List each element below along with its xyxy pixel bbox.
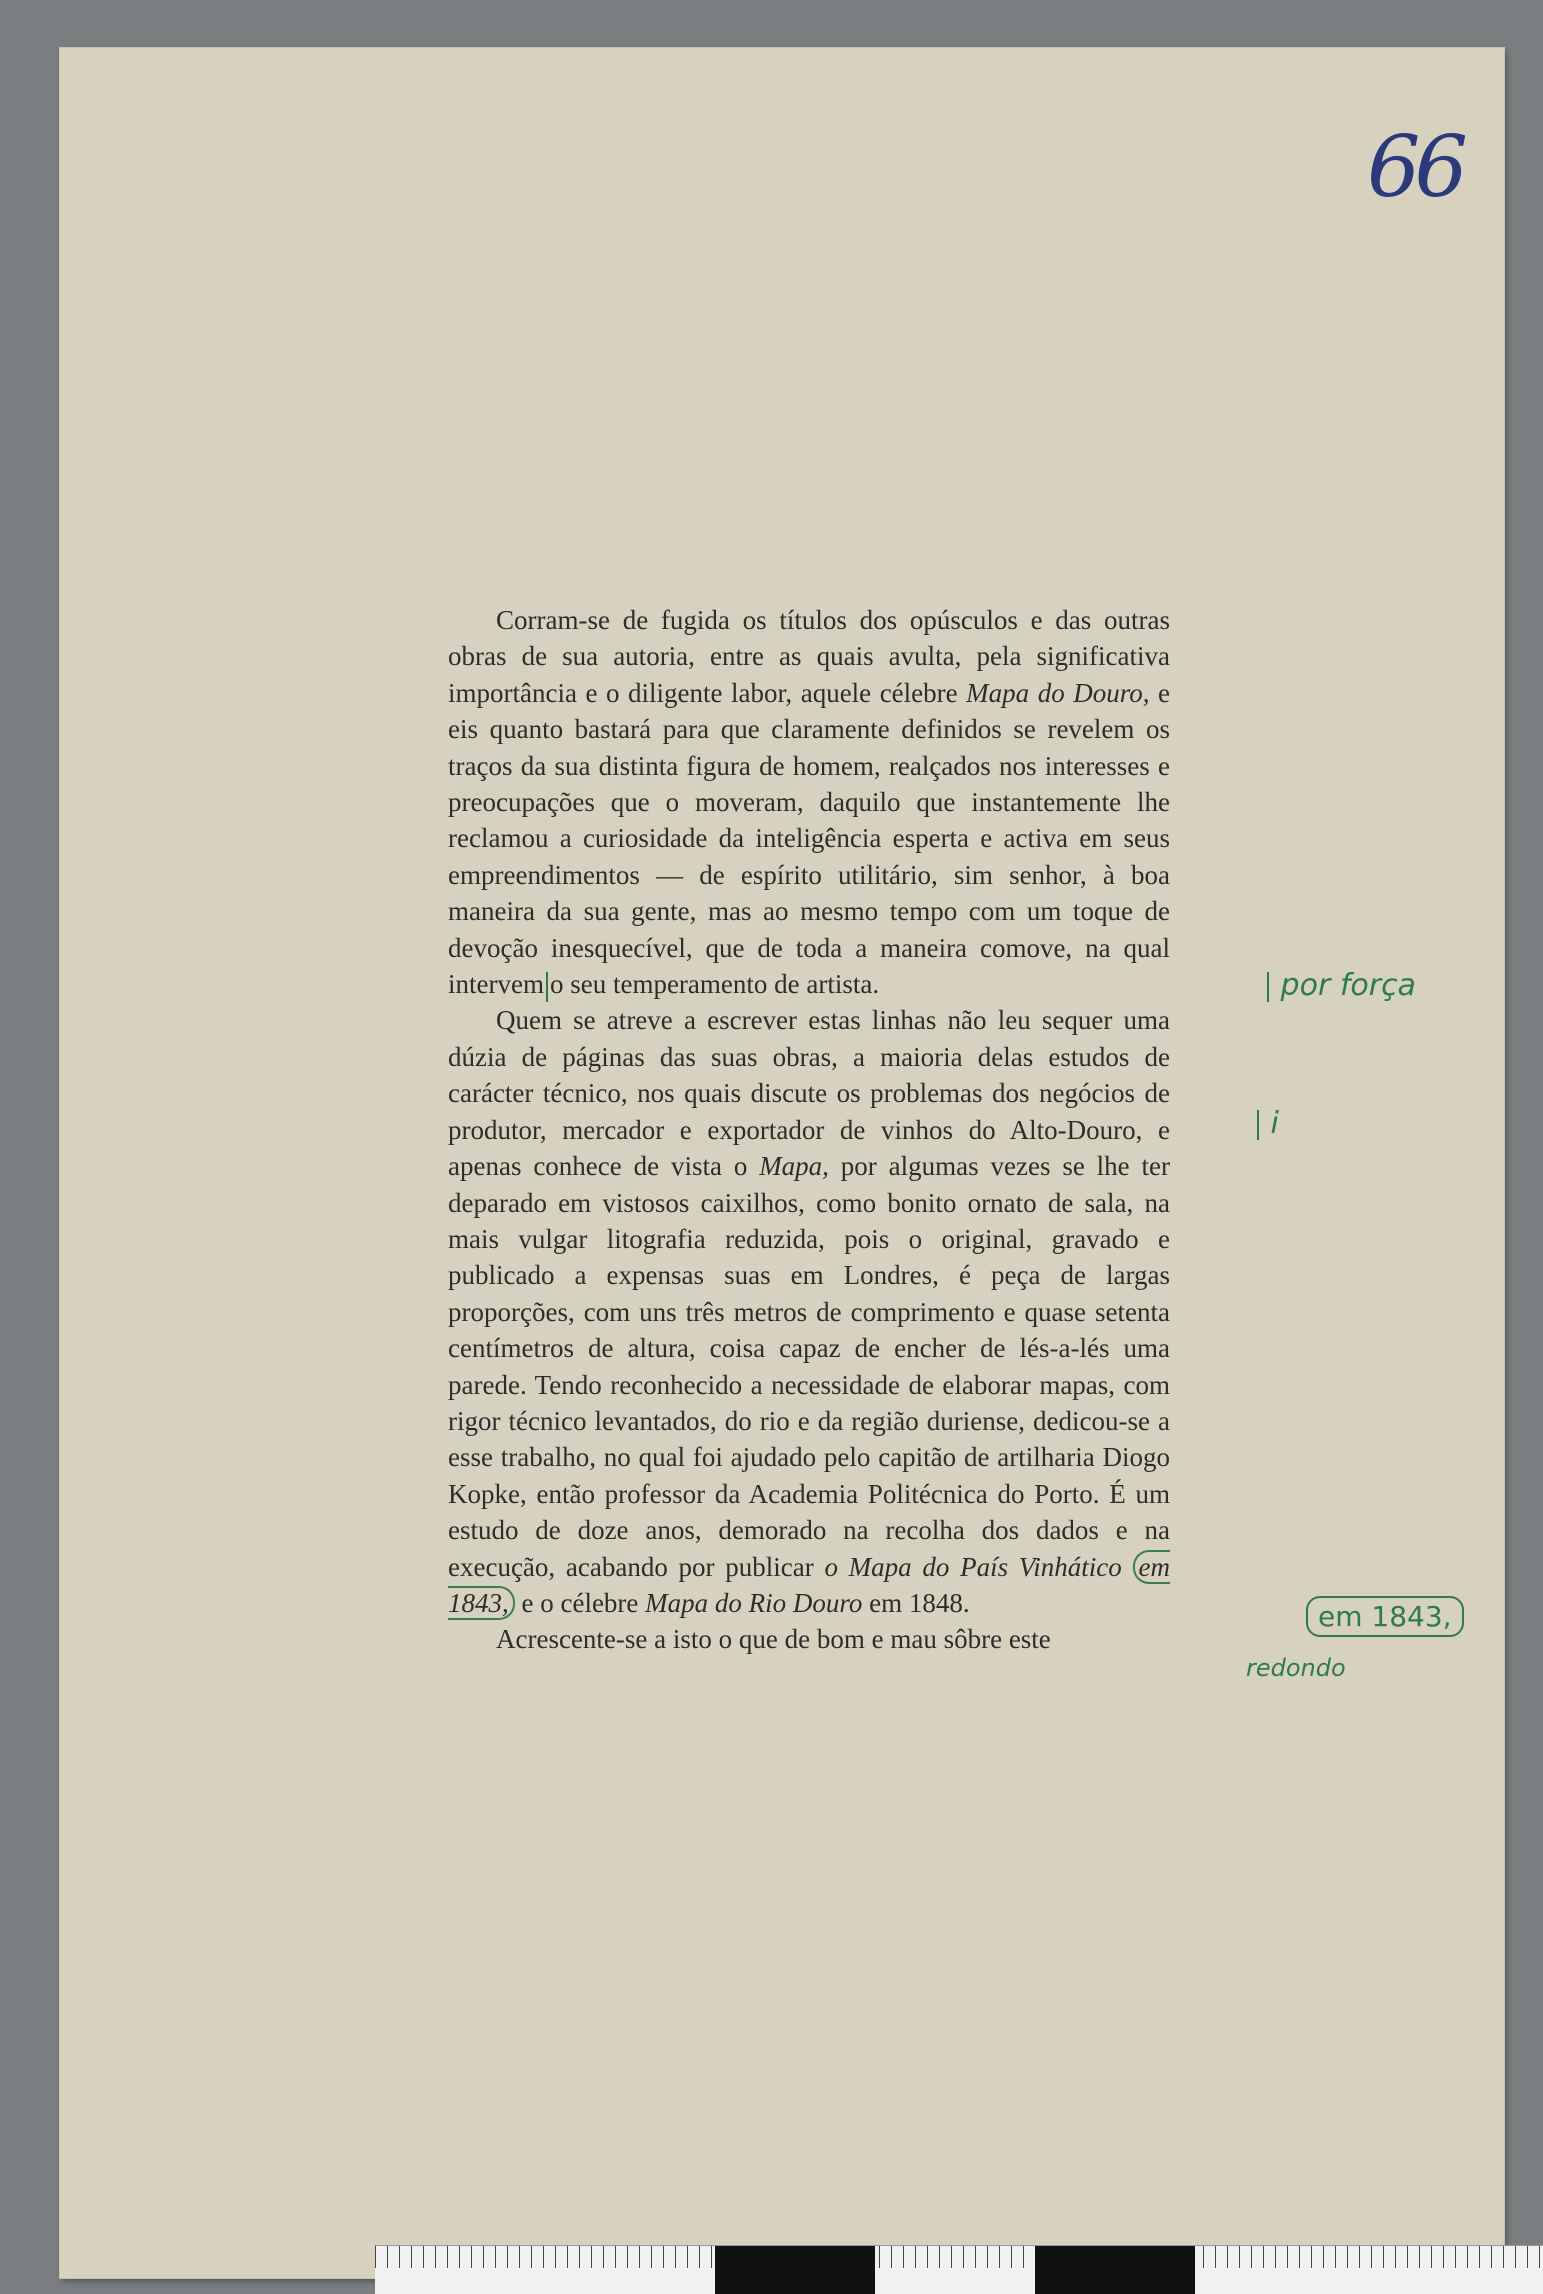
paragraph-3: Acrescente-se a isto o que de bom e mau sôbre este (496, 1624, 1051, 1655)
p2-text-c: por algumas vezes se lhe ter deparado em vistosos caixilhos, como bonito ornato de sala, na mais vulgar litografia reduzida, pois o original, gravado e publicado a expensas suas em Londres, é peça de largas proporções, com uns três metros de comprimento e quase setenta centímetros de altura, coisa capaz de encher de lés-a-lés uma parede. Tendo reconhecido a necessidade de elaborar mapas, com rigor técnico levantados, do rio e da região duriense, dedicou-se a esse trabalho, no qual foi ajudado pelo capitão de artilharia Diogo Kopke, então professor da Academia Politécnica do Porto. É um estudo de doze anos, demorado na recolha dos dados e na execução, acabando por publicar (448, 1151, 1170, 1582)
insertion-mark (546, 972, 548, 1002)
margin-bar-1 (1267, 972, 1269, 1002)
document-page (60, 48, 1504, 2278)
margin-note-4: redondo (1246, 1654, 1346, 1682)
ruler-black-segment (715, 2246, 875, 2294)
margin-note-2-text: i (1270, 1106, 1279, 1141)
p2-italic-pais: o Mapa do País Vinhático (824, 1551, 1122, 1582)
p1-text-d: o seu temperamento de artista. (549, 969, 880, 1000)
p2-text-h: em 1848. (862, 1587, 970, 1618)
p2-text-f: e o célebre (514, 1587, 646, 1618)
p1-text-a: Corram-se de fugida os títulos dos opúsculos e das outras obras de sua autoria, entre as quais avulta, pela significativa importância e o diligente labor, aquele célebre (448, 605, 1170, 708)
p1-italic-title: Mapa do Douro, (966, 677, 1150, 708)
margin-note-2 (1255, 1106, 1279, 1141)
paragraph-1 (448, 602, 1170, 1002)
page-number: 66 (1367, 118, 1462, 216)
p2-italic-rio: Mapa do Rio Douro (645, 1587, 863, 1618)
ruler-black-segment (1035, 2246, 1195, 2294)
scale-ruler (375, 2245, 1543, 2294)
p2-text-a: Quem se atreve a escrever estas linhas não leu sequer uma dúzia de páginas das suas obras, a maioria delas estudos de carácter técnico, nos quais discute os problemas dos negócios de produtor, mercador e exportador de vinhos do Alto-Douro, e apenas conhece de vista o (448, 1005, 1170, 1182)
p2-italic-mapa: Mapa, (759, 1151, 829, 1182)
margin-bar-2 (1257, 1110, 1259, 1140)
circled-date: em 1843, (448, 1551, 1170, 1618)
margin-note-1-text: por força (1280, 968, 1416, 1003)
margin-note-1 (1265, 968, 1416, 1003)
margin-note-3: em 1843, (1306, 1596, 1464, 1637)
p1-text-c: e eis quanto bastará para que claramente definidos se revelem os traços da sua distinta figura de homem, realçados nos interesses e preocupações que o moveram, daquilo que instantemente lhe reclamou a curiosidade da inteligência esperta e activa em seus empreendimentos — de espírito utilitário, sim senhor, à boa maneira da sua gente, mas ao mesmo tempo com um toque de devoção inesquecível, que de toda a maneira comove, na qual intervem (448, 677, 1171, 1000)
body-text (448, 602, 1170, 1658)
paragraph-2 (448, 1002, 1170, 1621)
